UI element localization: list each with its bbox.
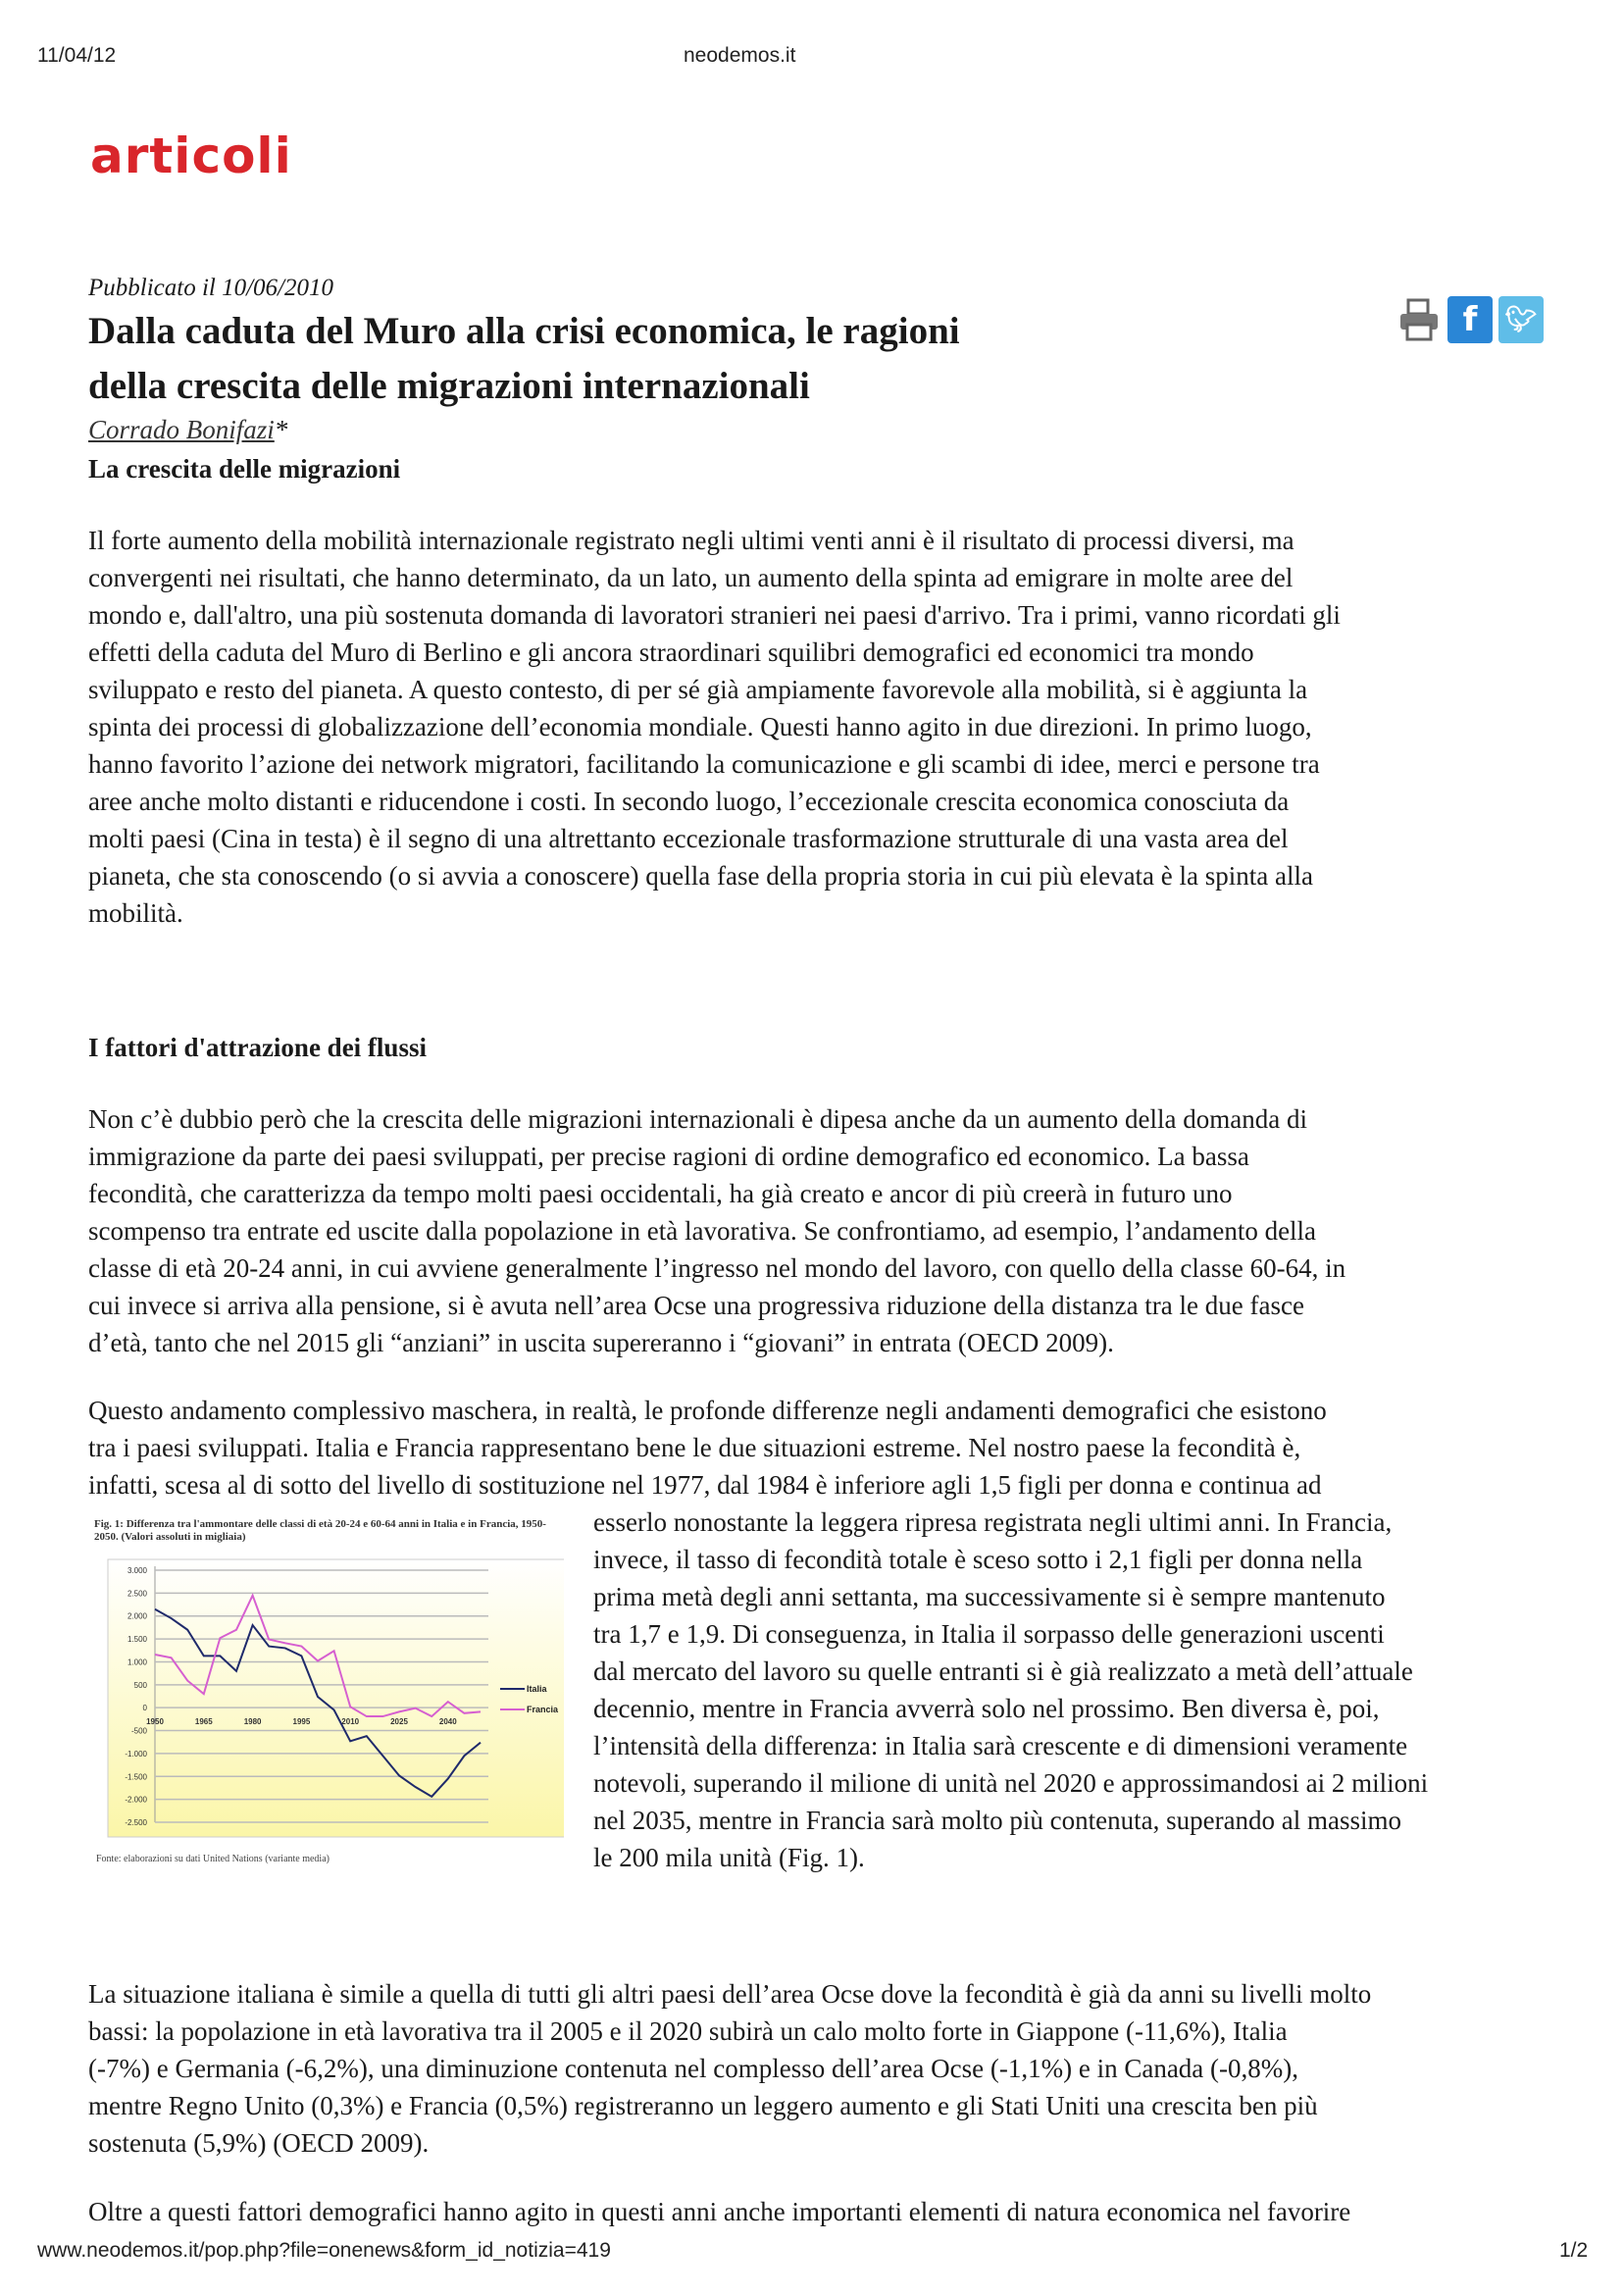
- paragraph: [88, 1392, 1327, 1504]
- x-tick-label: 2040: [438, 1717, 457, 1727]
- author: [88, 415, 287, 445]
- site-name: neodemos.it: [684, 44, 796, 67]
- text-line: infatti, scesa al di sotto del livello di sostituzione nel 1977, dal 1984 è inferiore agli 1,5 figli per donna e continua ad: [88, 1470, 1322, 1500]
- text-line: hanno favorito l’azione dei network migratori, facilitando la comunicazione e gli scambi di idee, merci e persone tra: [88, 749, 1320, 779]
- author-link[interactable]: Corrado Bonifazi: [88, 415, 275, 444]
- text-line: molti paesi (Cina in testa) è il segno di una altrettanto eccezionale trasformazione strutturale di una vasta area del: [88, 824, 1289, 853]
- x-tick-label: 1965: [194, 1717, 213, 1727]
- text-line: l’intensità della differenza: in Italia sarà crescente e di dimensioni veramente: [593, 1731, 1408, 1760]
- text-line: Oltre a questi fattori demografici hanno agito in questi anni anche importanti elementi di natura economica nel favorire: [88, 2197, 1351, 2226]
- legend-label: Francia: [527, 1705, 559, 1714]
- text-line: esserlo nonostante la leggera ripresa registrata negli ultimi anni. In Francia,: [593, 1507, 1393, 1537]
- text-line: immigrazione da parte dei paesi sviluppati, per precise ragioni di ordine demografico ed economico. La bassa: [88, 1142, 1249, 1171]
- title-line: della crescita delle migrazioni internazionali: [88, 365, 810, 407]
- author-asterisk: *: [274, 415, 288, 444]
- text-line: pianeta, che sta conoscendo (o si avvia a conoscere) quella fase della propria storia in cui più elevata è la spinta alla: [88, 861, 1313, 891]
- paragraph-beside-figure: [593, 1504, 1428, 1876]
- text-line: bassi: la popolazione in età lavorativa tra il 2005 e il 2020 subirà un calo molto forte in Giappone (-11,6%), Italia: [88, 2016, 1288, 2046]
- y-tick-label: -1.000: [125, 1749, 147, 1759]
- y-tick-label: 1.000: [127, 1657, 147, 1667]
- printer-icon[interactable]: [1396, 296, 1442, 343]
- figure-title: Fig. 1: Differenza tra l'ammontare delle classi di età 20-24 e 60-64 anni in Italia e in Francia, 1950-2050. (Valori assoluti in migliaia): [94, 1518, 546, 1543]
- x-tick-label: 1995: [292, 1717, 311, 1727]
- paragraph: [88, 1975, 1371, 2162]
- figure-1: [88, 1510, 564, 1875]
- text-line: effetti della caduta del Muro di Berlino e gli ancora straordinari squilibri demografici ed economici tra mondo: [88, 637, 1254, 667]
- text-line: notevoli, superando il milione di unità nel 2020 e approssimandosi ai 2 milioni: [593, 1768, 1429, 1798]
- paragraph: [88, 2193, 1350, 2230]
- paragraph: [88, 522, 1341, 932]
- y-tick-label: -2.000: [125, 1795, 147, 1805]
- text-line: mondo e, dall'altro, una più sostenuta domanda di lavoratori stranieri nei paesi d'arrivo. Tra i primi, vanno ricordati gli: [88, 600, 1341, 630]
- text-line: convergenti nei risultati, che hanno determinato, da un lato, un aumento della spinta ad emigrare in molte aree del: [88, 563, 1294, 592]
- plot-area: [108, 1559, 564, 1837]
- y-tick-label: 0: [142, 1704, 147, 1713]
- paragraph: [88, 1100, 1345, 1361]
- text-line: prima metà degli anni settanta, ma successivamente si è sempre mantenuto: [593, 1582, 1386, 1611]
- y-tick-label: 3.000: [127, 1566, 147, 1575]
- x-tick-label: 2025: [390, 1717, 408, 1727]
- facebook-icon[interactable]: f: [1447, 296, 1493, 343]
- legend-label: Italia: [527, 1684, 547, 1694]
- section-heading: I fattori d'attrazione dei flussi: [88, 1033, 427, 1062]
- text-line: le 200 mila unità (Fig. 1).: [593, 1843, 865, 1872]
- page-number: 1/2: [1559, 2239, 1589, 2262]
- text-line: cui invece si arriva alla pensione, si è avuta nell’area Ocse una progressiva riduzione della distanza tra le due fasce: [88, 1291, 1304, 1320]
- title-line: Dalla caduta del Muro alla crisi economica, le ragioni: [88, 310, 960, 352]
- y-tick-label: 2.000: [127, 1611, 147, 1621]
- x-tick-label: 1980: [243, 1717, 262, 1727]
- figure-source: Fonte: elaborazioni su dati United Nations (variante media): [96, 1854, 330, 1864]
- share-icons: [1396, 296, 1544, 343]
- text-line: decennio, mentre in Francia avverrà solo nel prossimo. Ben diversa è, poi,: [593, 1694, 1380, 1723]
- text-line: mentre Regno Unito (0,3%) e Francia (0,5%) registreranno un leggero aumento e gli Stati Uniti una crescita ben più: [88, 2091, 1318, 2120]
- footer-url: www.neodemos.it/pop.php?file=onenews&form_id_notizia=419: [37, 2239, 611, 2262]
- x-tick-label: 1950: [146, 1717, 164, 1727]
- text-line: sostenuta (5,9%) (OECD 2009).: [88, 2128, 430, 2158]
- y-tick-label: 1.500: [127, 1635, 147, 1645]
- text-line: fecondità, che caratterizza da tempo molti paesi occidentali, ha già creato e ancor di più creerà in futuro uno: [88, 1179, 1233, 1208]
- y-tick-label: -2.500: [125, 1818, 147, 1827]
- y-tick-label: 2.500: [127, 1589, 147, 1599]
- text-line: classe di età 20-24 anni, in cui avviene generalmente l’ingresso nel mondo del lavoro, con quello della classe 60-64, in: [88, 1253, 1346, 1283]
- text-line: Il forte aumento della mobilità internazionale registrato negli ultimi venti anni è il risultato di processi diversi, ma: [88, 526, 1294, 555]
- text-line: tra i paesi sviluppati. Italia e Francia rappresentano bene le due situazioni estreme. Nel nostro paese la fecondità è,: [88, 1433, 1301, 1462]
- twitter-icon[interactable]: 🐦︎: [1498, 296, 1544, 343]
- text-line: tra 1,7 e 1,9. Di conseguenza, in Italia il sorpasso delle generazioni uscenti: [593, 1619, 1385, 1649]
- article-title: [88, 304, 960, 414]
- published-date: Pubblicato il 10/06/2010: [88, 275, 333, 301]
- text-line: invece, il tasso di fecondità totale è sceso sotto i 2,1 figli per donna nella: [593, 1545, 1363, 1574]
- text-line: dal mercato del lavoro su quelle entranti si è già realizzato a metà dell’attuale: [593, 1657, 1413, 1686]
- text-line: La situazione italiana è simile a quella di tutti gli altri paesi dell’area Ocse dove la fecondità è già da anni su livelli molto: [88, 1979, 1372, 2009]
- x-tick-label: 2010: [341, 1717, 360, 1727]
- subheading: La crescita delle migrazioni: [88, 454, 401, 484]
- text-line: Questo andamento complessivo maschera, in realtà, le profonde differenze negli andamenti demografici che esistono: [88, 1396, 1327, 1425]
- text-line: Non c’è dubbio però che la crescita delle migrazioni internazionali è dipesa anche da un aumento della domanda di: [88, 1104, 1308, 1134]
- section-logo: articoli: [90, 127, 292, 184]
- text-line: aree anche molto distanti e riducendone i costi. In secondo luogo, l’eccezionale crescita economica conosciuta da: [88, 787, 1290, 816]
- y-tick-label: -1.500: [125, 1772, 147, 1782]
- text-line: mobilità.: [88, 898, 183, 928]
- text-line: sviluppato e resto del pianeta. A questo contesto, di per sé già ampiamente favorevole alla mobilità, si è aggiunta la: [88, 675, 1308, 704]
- text-line: (-7%) e Germania (-6,2%), una diminuzione contenuta nel complesso dell’area Ocse (-1,1%) e in Canada (-0,8%),: [88, 2054, 1299, 2083]
- text-line: d’età, tanto che nel 2015 gli “anziani” in uscita supereranno i “giovani” in entrata (OECD 2009).: [88, 1328, 1114, 1357]
- line-chart: [88, 1510, 564, 1849]
- print-date: 11/04/12: [37, 44, 117, 67]
- text-line: spinta dei processi di globalizzazione dell’economia mondiale. Questi hanno agito in due direzioni. In primo luogo,: [88, 712, 1312, 741]
- text-line: scompenso tra entrate ed uscite dalla popolazione in età lavorativa. Se confrontiamo, ad esempio, l’andamento della: [88, 1216, 1317, 1246]
- text-line: nel 2035, mentre in Francia sarà molto più contenuta, superando al massimo: [593, 1806, 1402, 1835]
- y-tick-label: -500: [130, 1726, 147, 1736]
- y-tick-label: 500: [133, 1680, 147, 1690]
